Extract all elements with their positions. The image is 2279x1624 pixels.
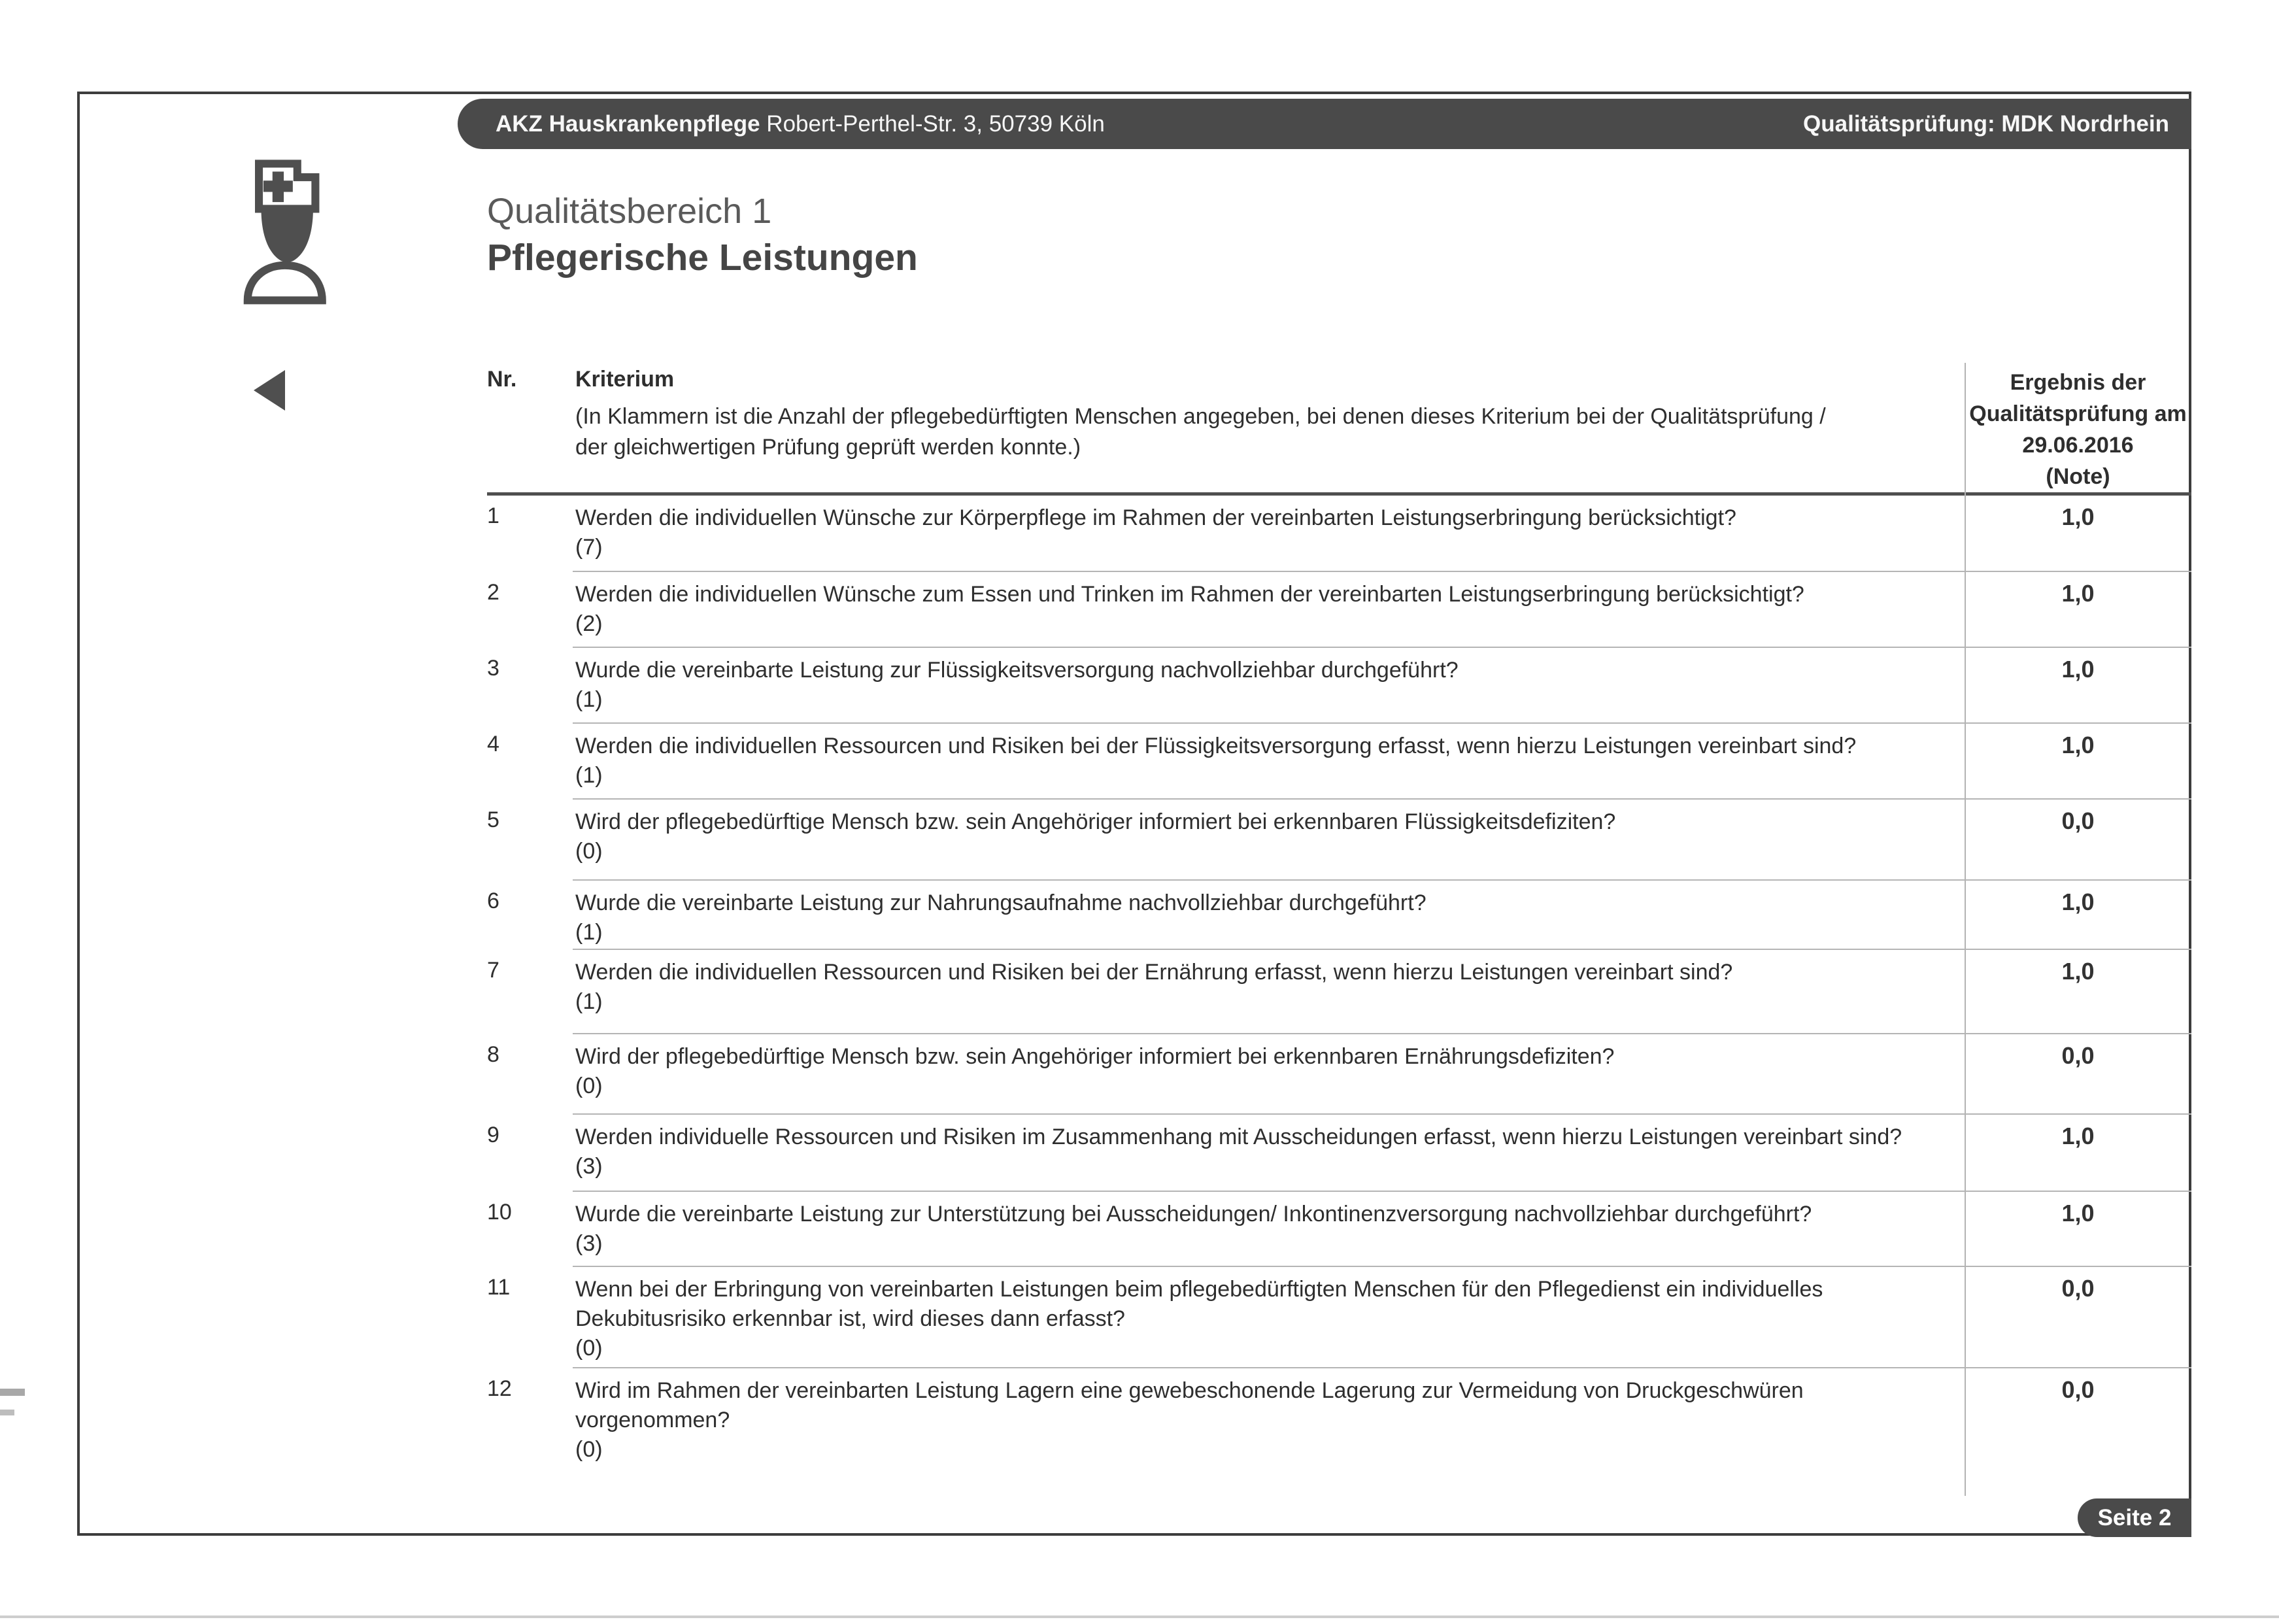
row-criterion — [575, 503, 1965, 572]
criterion-question: Werden die individuellen Ressourcen und Risiken bei der Ernährung erfasst, wenn hierzu Leistungen vereinbart sind? — [575, 960, 1733, 985]
table-row — [487, 648, 2191, 724]
table-row — [487, 800, 2191, 881]
row-grade: 0,0 — [2061, 1275, 2095, 1302]
page-title — [487, 191, 918, 280]
row-number: 4 — [487, 732, 499, 756]
row-criterion — [575, 1123, 1965, 1192]
row-grade: 1,0 — [2061, 958, 2095, 985]
quality-area-name: Pflegerische Leistungen — [487, 237, 918, 279]
criterion-question: Werden individuelle Ressourcen und Risiken im Zusammenhang mit Ausscheidungen erfasst, wenn hierzu Leistungen vereinbart sind? — [575, 1125, 1902, 1149]
criterion-count: (3) — [575, 1154, 603, 1179]
row-grade: 0,0 — [2061, 1042, 2095, 1069]
row-grade: 1,0 — [2061, 732, 2095, 758]
criterion-count: (3) — [575, 1231, 603, 1256]
kriterium-explanation — [575, 401, 1965, 463]
row-number: 3 — [487, 656, 499, 681]
row-number: 7 — [487, 958, 499, 983]
row-number: 12 — [487, 1376, 512, 1401]
column-header-kriterium — [575, 367, 1965, 492]
table-row — [487, 724, 2191, 800]
table-row — [487, 572, 2191, 648]
facility-header — [496, 111, 1105, 137]
kriterium-explanation-line: (In Klammern ist die Anzahl der pflegebedürftigten Menschen angegeben, bei denen dieses Kriterium bei der Qualitätsprüfung / — [575, 404, 1826, 429]
row-criterion — [575, 807, 1965, 881]
result-header-line: Qualitätsprüfung am — [1969, 401, 2187, 426]
result-column-divider — [1965, 363, 1966, 1496]
row-criterion — [575, 1376, 1965, 1493]
scan-bottom-edge — [0, 1616, 2279, 1618]
inspection-authority: Qualitätsprüfung: MDK Nordrhein — [1803, 110, 2169, 137]
row-number: 6 — [487, 888, 499, 913]
kriterium-explanation-line: der gleichwertigen Prüfung geprüft werden konnte.) — [575, 435, 1081, 460]
criterion-question: Wurde die vereinbarte Leistung zur Unterstützung bei Ausscheidungen/ Inkontinenzversorgung nachvollziehbar durchgeführt? — [575, 1202, 1812, 1226]
criterion-count: (0) — [575, 839, 603, 864]
criterion-question: Wird der pflegebedürftige Mensch bzw. sein Angehöriger informiert bei erkennbaren Ernährungsdefiziten? — [575, 1044, 1615, 1069]
row-criterion — [575, 1200, 1965, 1267]
column-header-nr: Nr. — [487, 367, 517, 392]
row-number: 8 — [487, 1042, 499, 1067]
row-grade: 1,0 — [2061, 1200, 2095, 1226]
criterion-count: (1) — [575, 763, 603, 788]
table-header — [487, 363, 2191, 492]
criterion-count: (2) — [575, 611, 603, 636]
row-criterion — [575, 888, 1965, 950]
row-number: 1 — [487, 503, 499, 528]
table-row — [487, 1115, 2191, 1192]
quality-area-label: Qualitätsbereich 1 — [487, 192, 772, 231]
scan-artifact — [0, 1389, 25, 1396]
row-criterion — [575, 1275, 1965, 1368]
row-number: 11 — [487, 1275, 511, 1300]
criteria-table — [487, 363, 2191, 1493]
row-criterion — [575, 580, 1965, 648]
row-grade: 1,0 — [2061, 888, 2095, 915]
back-arrow-icon — [254, 370, 285, 411]
page-number-label: Seite 2 — [2097, 1504, 2172, 1531]
nurse-icon — [229, 157, 343, 306]
criterion-question: Werden die individuellen Wünsche zum Essen und Trinken im Rahmen der vereinbarten Leistungserbringung berücksichtigt? — [575, 582, 1804, 607]
criterion-question: Werden die individuellen Ressourcen und Risiken bei der Flüssigkeitsversorgung erfasst, wenn hierzu Leistungen vereinbart sind? — [575, 734, 1857, 758]
criterion-count: (7) — [575, 535, 603, 560]
header-bar — [458, 99, 2191, 149]
row-number: 9 — [487, 1123, 499, 1147]
row-criterion — [575, 656, 1965, 724]
criterion-count: (0) — [575, 1437, 603, 1462]
table-row — [487, 1192, 2191, 1267]
scan-artifact — [0, 1410, 14, 1415]
table-row — [487, 496, 2191, 572]
criterion-count: (1) — [575, 687, 603, 712]
criterion-count: (0) — [575, 1074, 603, 1098]
criterion-question: Wurde die vereinbarte Leistung zur Flüssigkeitsversorgung nachvollziehbar durchgeführt? — [575, 658, 1459, 683]
row-number: 5 — [487, 807, 499, 832]
facility-name: AKZ Hauskrankenpflege — [496, 110, 760, 137]
table-row — [487, 1368, 2191, 1493]
table-body — [487, 496, 2191, 1493]
column-header-result — [1965, 367, 2191, 492]
facility-address: Robert-Perthel-Str. 3, 50739 Köln — [766, 110, 1105, 137]
row-criterion — [575, 732, 1965, 800]
row-grade: 1,0 — [2061, 1123, 2095, 1149]
page-number-badge — [2078, 1498, 2191, 1537]
table-row — [487, 1267, 2191, 1368]
row-criterion — [575, 1042, 1965, 1115]
table-row — [487, 1034, 2191, 1115]
table-row — [487, 950, 2191, 1034]
criterion-question: Werden die individuellen Wünsche zur Körperpflege im Rahmen der vereinbarten Leistungserbringung berücksichtigt? — [575, 505, 1736, 530]
criterion-count: (1) — [575, 920, 603, 945]
criterion-count: (0) — [575, 1336, 603, 1361]
row-grade: 1,0 — [2061, 656, 2095, 683]
row-grade: 1,0 — [2061, 580, 2095, 607]
row-grade: 0,0 — [2061, 1376, 2095, 1403]
kriterium-label: Kriterium — [575, 367, 675, 392]
result-header-line: Ergebnis der — [2010, 370, 2146, 395]
row-number: 10 — [487, 1200, 512, 1225]
criterion-question: Wenn bei der Erbringung von vereinbarten Leistungen beim pflegebedürftigten Menschen für den Pflegedienst ein individuelles Dekubitusrisiko erkennbar ist, wird dieses dann erfasst? — [575, 1277, 1823, 1331]
row-grade: 0,0 — [2061, 807, 2095, 834]
row-grade: 1,0 — [2061, 503, 2095, 530]
criterion-question: Wird der pflegebedürftige Mensch bzw. sein Angehöriger informiert bei erkennbaren Flüssigkeitsdefiziten? — [575, 809, 1616, 834]
criterion-count: (1) — [575, 989, 603, 1014]
row-criterion — [575, 958, 1965, 1034]
result-header-line: (Note) — [2046, 464, 2110, 489]
result-header-line: 29.06.2016 — [2022, 433, 2134, 458]
criterion-question: Wurde die vereinbarte Leistung zur Nahrungsaufnahme nachvollziehbar durchgeführt? — [575, 890, 1426, 915]
table-row — [487, 881, 2191, 950]
criterion-question: Wird im Rahmen der vereinbarten Leistung Lagern eine gewebeschonende Lagerung zur Vermeidung von Druckgeschwüren vorgenommen? — [575, 1378, 1804, 1432]
row-number: 2 — [487, 580, 499, 605]
